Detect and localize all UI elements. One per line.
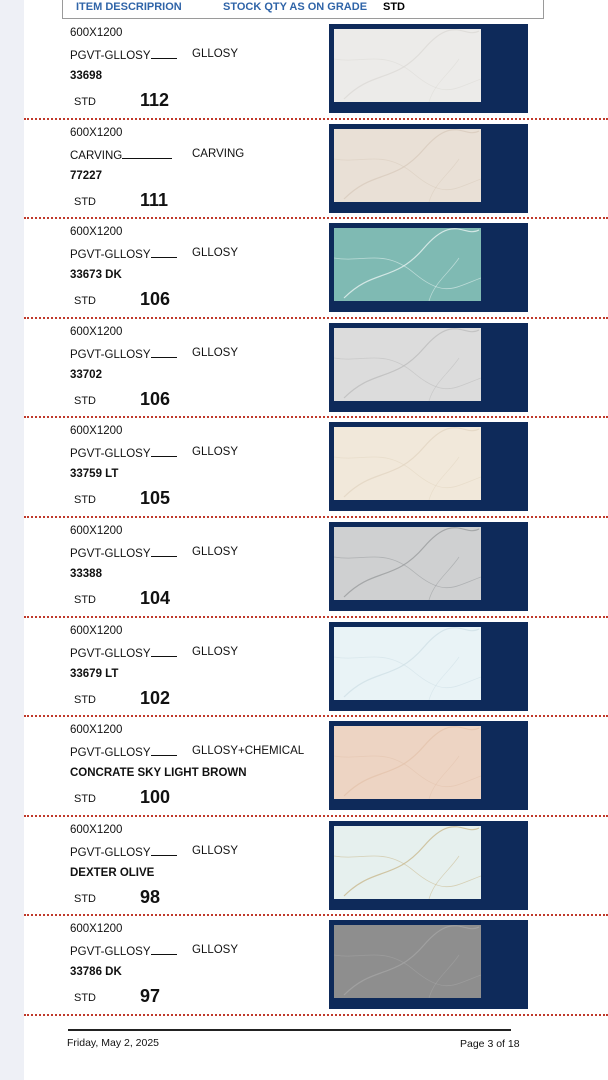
tile-size: 600X1200	[70, 27, 123, 39]
tile-image-frame	[329, 422, 528, 511]
series-underline	[151, 845, 177, 856]
tile-image-frame	[329, 24, 528, 113]
product-row	[24, 717, 608, 817]
stock-qty: 106	[140, 289, 171, 310]
tile-image-frame	[329, 223, 528, 312]
grade-label: STD	[74, 295, 96, 308]
tile-image	[334, 627, 481, 700]
tile-image	[334, 726, 481, 799]
product-row	[24, 120, 608, 220]
tile-series-label: PGVT-GLLOSY	[70, 348, 151, 361]
series-underline	[151, 745, 177, 756]
stock-qty: 105	[140, 488, 171, 509]
tile-series	[70, 347, 177, 361]
tile-image	[334, 826, 481, 899]
tile-series	[70, 745, 177, 759]
tile-series-label: PGVT-GLLOSY	[70, 547, 151, 560]
tile-image	[334, 228, 481, 301]
series-underline	[151, 646, 177, 657]
tile-series-label: PGVT-GLLOSY	[70, 846, 151, 859]
stock-qty: 102	[140, 687, 171, 708]
marble-texture	[334, 328, 481, 401]
table-header	[62, 0, 544, 19]
tile-size: 600X1200	[70, 126, 123, 139]
tile-code: 33673 DK	[70, 269, 122, 282]
tile-image-frame	[329, 323, 528, 412]
tile-image	[334, 527, 481, 600]
tile-image-frame	[329, 721, 528, 810]
tile-series-label: PGVT-GLLOSY	[70, 50, 151, 62]
marble-texture	[334, 726, 481, 799]
tile-finish: GLLOSY	[192, 48, 239, 60]
tile-series	[70, 446, 177, 460]
product-row	[24, 20, 608, 120]
tile-image-frame	[329, 920, 528, 1009]
tile-code: 77227	[70, 169, 102, 182]
product-row	[24, 618, 608, 718]
stock-qty: 112	[140, 90, 170, 110]
marble-texture	[334, 129, 481, 202]
product-row	[24, 418, 608, 518]
stock-qty: 97	[140, 986, 161, 1007]
marble-texture	[334, 29, 481, 102]
header-item-description: ITEM DESCRIPRION	[76, 1, 182, 13]
tile-image	[334, 427, 481, 500]
series-underline	[151, 247, 177, 258]
marble-texture	[334, 627, 481, 700]
marble-texture	[334, 427, 481, 500]
product-row	[24, 817, 608, 917]
grade-label: STD	[74, 494, 96, 507]
tile-series-label: PGVT-GLLOSY	[70, 946, 151, 959]
stock-qty: 98	[140, 886, 161, 907]
marble-texture	[334, 826, 481, 899]
tile-code: 33388	[70, 567, 102, 580]
tile-size: 600X1200	[70, 524, 123, 537]
tile-code: 33679 LT	[70, 667, 119, 680]
tile-size: 600X1200	[70, 425, 123, 438]
grade-label: STD	[74, 96, 96, 108]
tile-image	[334, 925, 481, 998]
tile-series-label: PGVT-GLLOSY	[70, 647, 151, 660]
tile-image-frame	[329, 821, 528, 910]
marble-texture	[334, 925, 481, 998]
tile-finish: GLLOSY	[192, 446, 239, 459]
tile-series-label: CARVING	[70, 149, 123, 162]
tile-series	[70, 845, 177, 859]
tile-finish: CARVING	[192, 147, 245, 160]
stock-qty: 100	[140, 787, 171, 808]
grade-label: STD	[74, 593, 96, 606]
stock-qty: 106	[140, 388, 171, 409]
tile-size: 600X1200	[70, 325, 123, 338]
series-underline	[122, 148, 172, 159]
tile-size: 600X1200	[70, 724, 123, 737]
tile-series-label: PGVT-GLLOSY	[70, 448, 151, 461]
tile-image-frame	[329, 124, 528, 213]
tile-series	[70, 546, 177, 560]
tile-series-label: PGVT-GLLOSY	[70, 249, 151, 262]
series-underline	[151, 944, 177, 955]
tile-code: 33698	[70, 70, 102, 82]
series-underline	[151, 546, 177, 557]
tile-size: 600X1200	[70, 624, 123, 637]
tile-image	[334, 129, 481, 202]
grade-label: STD	[74, 195, 96, 208]
tile-series	[70, 646, 177, 660]
series-underline	[151, 48, 177, 59]
tile-finish: GLLOSY	[192, 645, 239, 658]
footer-date: Friday, May 2, 2025	[67, 1037, 160, 1049]
tile-finish: GLLOSY	[192, 247, 239, 260]
grade-label: STD	[74, 892, 96, 905]
tile-series	[70, 944, 177, 958]
tile-series-label: PGVT-GLLOSY	[70, 747, 151, 760]
product-list	[24, 20, 608, 1016]
grade-label: STD	[74, 992, 96, 1005]
tile-size: 600X1200	[70, 923, 123, 936]
marble-texture	[334, 527, 481, 600]
tile-finish: GLLOSY	[192, 545, 239, 558]
document-page	[24, 0, 608, 1080]
tile-image-frame	[329, 622, 528, 711]
grade-label: STD	[74, 793, 96, 806]
header-grade: STD	[383, 1, 405, 13]
series-underline	[151, 446, 177, 457]
stock-qty: 111	[140, 189, 169, 210]
tile-code: 33702	[70, 368, 102, 381]
tile-size: 600X1200	[70, 226, 123, 239]
tile-finish: GLLOSY	[192, 944, 239, 957]
grade-label: STD	[74, 693, 96, 706]
tile-image	[334, 328, 481, 401]
tile-code: DEXTER OLIVE	[70, 866, 155, 879]
series-underline	[151, 347, 177, 358]
product-row	[24, 518, 608, 618]
product-row	[24, 916, 608, 1016]
tile-series	[70, 48, 177, 62]
product-row	[24, 319, 608, 419]
marble-texture	[334, 228, 481, 301]
tile-image	[334, 29, 481, 102]
tile-code: CONCRATE SKY LIGHT BROWN	[70, 767, 247, 780]
tile-code: 33759 LT	[70, 468, 119, 481]
tile-finish: GLLOSY	[192, 346, 239, 359]
tile-series	[70, 247, 177, 261]
product-row	[24, 219, 608, 319]
tile-finish: GLLOSY	[192, 844, 239, 857]
tile-image-frame	[329, 522, 528, 611]
tile-finish: GLLOSY+CHEMICAL	[192, 745, 305, 758]
header-stock-qty: STOCK QTY AS ON GRADE	[223, 1, 368, 13]
stock-qty: 104	[140, 587, 171, 608]
tile-series	[70, 148, 172, 162]
footer-page-number: Page 3 of 18	[460, 1038, 520, 1050]
grade-label: STD	[74, 394, 96, 407]
tile-code: 33786 DK	[70, 966, 122, 979]
footer-divider	[68, 1029, 511, 1031]
tile-size: 600X1200	[70, 823, 123, 836]
